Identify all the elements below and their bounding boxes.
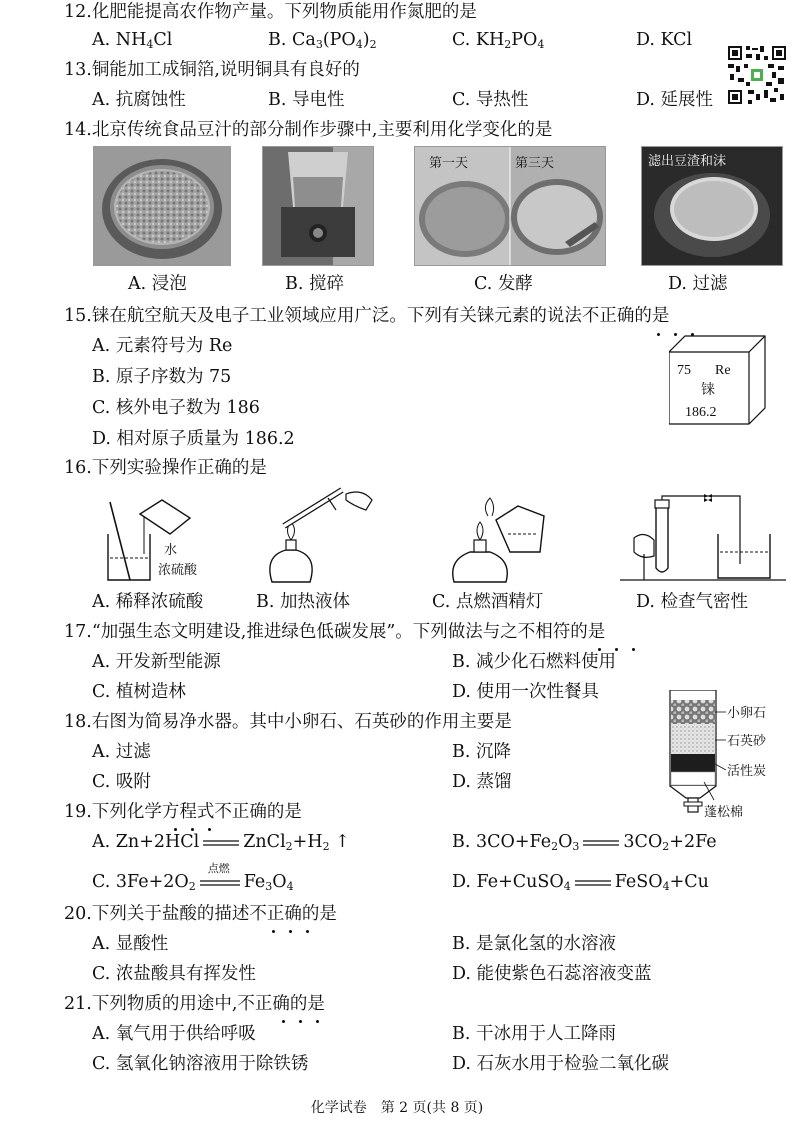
equals-sign: [583, 839, 619, 847]
q13-option-c: C. 导热性: [452, 90, 529, 110]
q19-option-d: D. Fe+CuSO$_4$ FeSO$_4$+Cu: [452, 872, 709, 893]
q16-option-b: B. 加热液体: [256, 592, 350, 612]
q20-option-a: A. 显酸性: [92, 934, 169, 954]
equals-sign: [203, 839, 239, 847]
element-name: 铼: [701, 382, 715, 398]
q21-stem: 21.下列物质的用途中,不正确的是: [64, 994, 325, 1014]
q14-option-a: A. 浸泡: [128, 274, 187, 294]
q12-stem: 12.化肥能提高农作物产量。下列物质能用作氮肥的是: [64, 2, 477, 22]
q15-option-c: C. 核外电子数为 186: [92, 398, 260, 418]
blender-photo: [262, 146, 374, 266]
q19-option-b: B. $3CO+Fe_2O_3$ $3CO_2+2Fe$: [452, 832, 717, 853]
q15-option-a: A. 元素符号为 Re: [92, 336, 233, 356]
soaking-beans-photo: [93, 146, 231, 266]
emphasis-dot: [306, 930, 309, 933]
activated-carbon-label: 活性炭: [727, 764, 767, 779]
q12-option-c: C. $KH_2PO_4$: [452, 30, 545, 51]
q21-option-b: B. 干冰用于人工降雨: [452, 1024, 616, 1044]
q20-option-d: D. 能使紫色石蕊溶液变蓝: [452, 964, 652, 984]
page-footer: 化学试卷 第 2 页(共 8 页): [310, 1100, 484, 1116]
cotton-label: 蓬松棉: [704, 805, 744, 820]
equals-sign: [200, 879, 240, 887]
q21-option-d: D. 石灰水用于检验二氧化碳: [452, 1054, 670, 1074]
pebble-label: 小卵石: [727, 706, 767, 721]
ignition-condition-label: 点燃: [207, 861, 230, 875]
quartz-sand-label: 石英砂: [727, 734, 767, 749]
q17-option-d: D. 使用一次性餐具: [452, 682, 600, 702]
q14-option-d: D. 过滤: [668, 274, 728, 294]
element-card-rhenium: [669, 334, 767, 426]
emphasis-dot: [316, 1020, 319, 1023]
q16-option-d: D. 检查气密性: [636, 592, 749, 612]
q18-stem: 18.右图为简易净水器。其中小卵石、石英砂的作用主要是: [64, 712, 512, 732]
emphasis-dot: [282, 1020, 285, 1023]
q21-option-c: C. 氢氧化钠溶液用于除铁锈: [92, 1054, 309, 1074]
q20-option-c: C. 浓盐酸具有挥发性: [92, 964, 256, 984]
q16-stem: 16.下列实验操作正确的是: [64, 458, 267, 478]
q14-option-b: B. 搅碎: [285, 274, 344, 294]
qr-code: [726, 44, 788, 106]
fermentation-photo: [414, 146, 606, 266]
filtering-photo: [641, 146, 783, 266]
q20-stem: 20.下列关于盐酸的描述不正确的是: [64, 904, 337, 924]
heating-liquid-diagram: [262, 486, 380, 586]
q20-option-b: B. 是氯化氢的水溶液: [452, 934, 616, 954]
emphasis-dot: [657, 333, 660, 336]
emphasis-dot: [632, 648, 635, 651]
q16-option-a: A. 稀释浓硫酸: [92, 592, 204, 612]
emphasis-dot: [289, 930, 292, 933]
q13-option-d: D. 延展性: [636, 90, 714, 110]
q17-option-b: B. 减少化石燃料使用: [452, 652, 616, 672]
q19-option-a: A. Zn+2HCl $ZnCl_2+H_2$ ↑: [92, 832, 350, 853]
q16-option-c: C. 点燃酒精灯: [432, 592, 544, 612]
q21-option-a: A. 氧气用于供给呼吸: [92, 1024, 256, 1044]
emphasis-dot: [272, 930, 275, 933]
q13-option-a: A. 抗腐蚀性: [92, 90, 186, 110]
lighting-lamp-diagram: [448, 494, 558, 586]
emphasis-dot: [299, 1020, 302, 1023]
atomic-mass: 186.2: [685, 405, 717, 420]
q15-stem: 15.铼在航空航天及电子工业领域应用广泛。下列有关铼元素的说法不正确的是: [64, 306, 670, 326]
q12-option-a: A. $NH_4Cl$: [92, 30, 173, 51]
q13-option-b: B. 导电性: [268, 90, 345, 110]
q12-option-b: B. $Ca_3(PO_4)_2$: [268, 30, 377, 51]
q18-option-c: C. 吸附: [92, 772, 151, 792]
acid-label: 浓硫酸: [158, 563, 198, 578]
day-one-label: 第一天: [429, 156, 469, 171]
equals-sign: [575, 879, 611, 887]
reaction-condition-arrow: [200, 861, 240, 891]
q15-option-d: D. 相对原子质量为 186.2: [92, 429, 295, 449]
q18-option-b: B. 沉降: [452, 742, 511, 762]
day-three-label: 第三天: [515, 156, 555, 171]
q13-stem: 13.铜能加工成铜箔,说明铜具有良好的: [64, 60, 360, 80]
element-symbol: Re: [715, 363, 731, 378]
q17-option-c: C. 植树造林: [92, 682, 186, 702]
water-purifier-diagram: [660, 690, 790, 826]
q12-option-d: D. KCl: [636, 30, 693, 50]
q19-option-c: C. $3Fe+2O_2$ 点燃 $Fe_3O_4$: [92, 861, 294, 893]
q14-option-c: C. 发酵: [474, 274, 533, 294]
q17-option-a: A. 开发新型能源: [92, 652, 221, 672]
filter-photo-label: 滤出豆渣和沫: [648, 154, 727, 169]
water-label: 水: [164, 543, 178, 558]
atomic-number: 75: [677, 363, 691, 378]
q18-option-a: A. 过滤: [92, 742, 151, 762]
q18-option-d: D. 蒸馏: [452, 772, 512, 792]
q17-stem: 17.“加强生态文明建设,推进绿色低碳发展”。下列做法与之不相符的是: [64, 622, 606, 642]
dilute-acid-diagram: [100, 494, 200, 586]
q19-stem: 19.下列化学方程式不正确的是: [64, 802, 302, 822]
q15-option-b: B. 原子序数为 75: [92, 367, 232, 387]
q14-stem: 14.北京传统食品豆汁的部分制作步骤中,主要利用化学变化的是: [64, 120, 553, 140]
airtightness-check-diagram: [620, 494, 786, 586]
